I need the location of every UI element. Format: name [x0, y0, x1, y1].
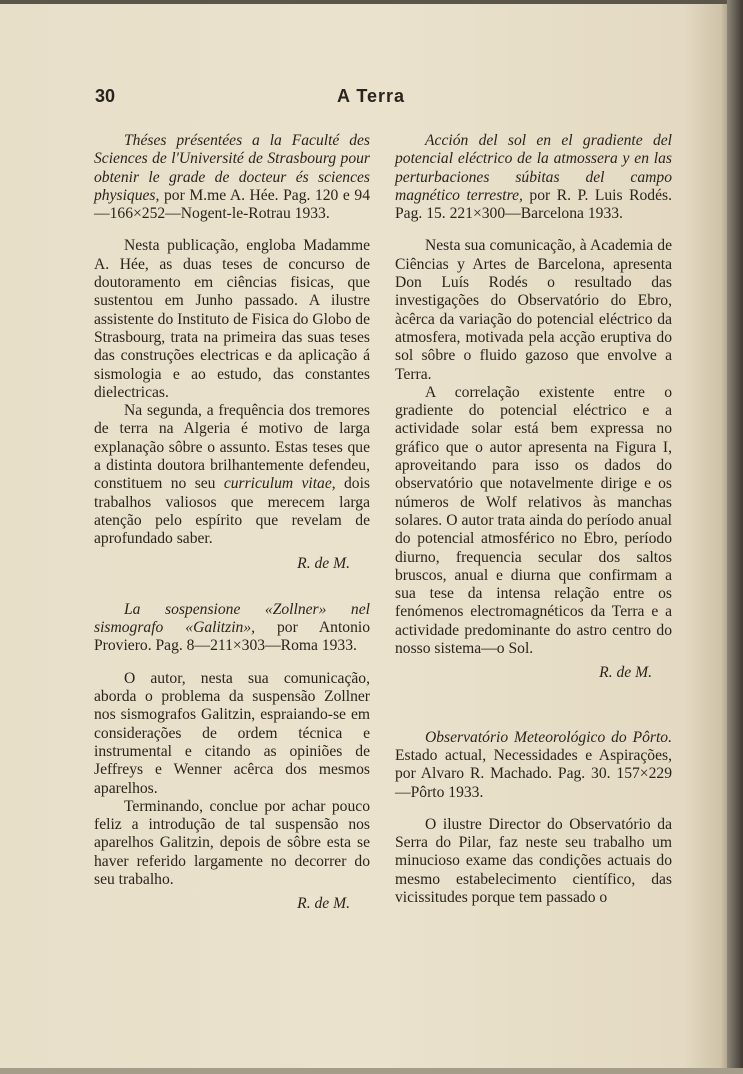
- review-paragraph: Nesta sua comunicação, à Academia de Ciências y Artes de Barcelona, apresenta Don Luís Rodés o resultado das investigações do Observatório do Ebro, àcêrca da variação do potencial eléctrico da atmosfera, motivada pela acção eruptiva do sol sôbre o fluido gazoso que envolve a Terra.: [395, 237, 672, 383]
- review-source: Estado actual, Necessidades e Aspirações, por Alvaro R. Machado. Pag. 30. 157×229—Pôrto 1933.: [395, 746, 672, 801]
- review-title: Observatório Meteorológico do Pôrto.: [425, 728, 672, 746]
- review-signature: R. de M.: [297, 895, 350, 913]
- paragraph-text: , dois trabalhos valiosos que merecem larga atenção pelo espírito que revelam de aprofundado saber.: [94, 475, 370, 548]
- review-paragraph: [94, 402, 370, 548]
- paragraph-italic-text: curriculum vitae: [223, 475, 332, 493]
- paragraph-text: Na segunda, a frequência dos tremores de terra na Algeria é motivo de larga explanação sôbre o assunto. Estas teses que a distinta doutora brilhantemente defendeu, constituem no seu: [94, 402, 370, 493]
- review-signature: R. de M.: [599, 664, 652, 682]
- review-citation: [94, 132, 370, 223]
- left-column: [94, 132, 370, 914]
- page-number: 30: [95, 86, 116, 106]
- bottom-edge: [0, 1068, 743, 1074]
- right-column: [395, 132, 672, 907]
- review-citation: [94, 601, 370, 656]
- review-title: Acción del sol en el gradiente del potencial eléctrico de la atmossera y en las perturbaciones súbitas del campo magnético terrestre,: [395, 132, 672, 204]
- review-source: por R. P. Luis Rodés. Pag. 15. 221×300—Barcelona 1933.: [395, 186, 672, 223]
- review-paragraph: A correlação existente entre o gradiente do potencial eléctrico e a actividade solar está bem expressa no gráfico que o autor apresenta na Figura I, aproveitando para isso os dados do observatório que notavelmente dirige e os números de Wolf relativos às manchas solares. O autor trata ainda do período anual do potencial atmosférico no Ebro, período diurno, frequencia secular dos saltos bruscos, anual e diurna que confirmam a sua tese da intensa relação entre os fenómenos electromagnéticos da Terra e a actividade predominante do astro centro do nosso sistema—o Sol.: [395, 383, 672, 658]
- review-paragraph: O ilustre Director do Observatório da Serra do Pilar, faz neste seu trabalho um minucioso exame das condições actuais do mesmo estabelecimento científico, das vicissitudes porque tem passado o: [395, 815, 672, 906]
- review-title: Théses présentées a la Faculté des Sciences de l'Université de Strasbourg pour obtenir le grade de docteur és sciences physiques,: [94, 132, 370, 204]
- review-citation: [395, 132, 672, 223]
- top-edge: [0, 0, 743, 4]
- review-paragraph: Terminando, conclue por achar pouco feliz a introdução de tal suspensão nos aparelhos Galitzin, depois de sôbre esta se haver referido largamente no decorrer do seu trabalho.: [94, 797, 370, 888]
- review-source: por Antonio Proviero. Pag. 8—211×303—Roma 1933.: [94, 619, 370, 655]
- binding-edge: [727, 0, 743, 1074]
- review-title: La sospensione «Zollner» nel sismografo «Galitzin»,: [94, 600, 370, 637]
- review-paragraph: O autor, nesta sua comunicação, aborda o problema da suspensão Zollner nos sismografos Galitzin, espraiando-se em considerações de ordem técnica e instrumental e citando as opiniões de Jeffreys e Wenner acêrca dos mesmos aparelhos.: [94, 669, 370, 797]
- running-title: A Terra: [337, 86, 406, 106]
- review-citation: [395, 729, 672, 802]
- review-paragraph: Nesta publicação, engloba Madamme A. Hée, as duas teses de concurso de doutoramento em ciências fisicas, que sustentou em Junho passado. A ilustre assistente do Instituto de Fisica do Globo de Strasbourg, trata na primeira das suas teses das construções electricas e da aplicação á sismologia e ao estudo, das constantes dielectricas.: [94, 237, 370, 401]
- review-source: por M.me A. Hée. Pag. 120 e 94—166×252—Nogent-le-Rotrau 1933.: [94, 186, 370, 223]
- review-signature: R. de M.: [297, 554, 350, 572]
